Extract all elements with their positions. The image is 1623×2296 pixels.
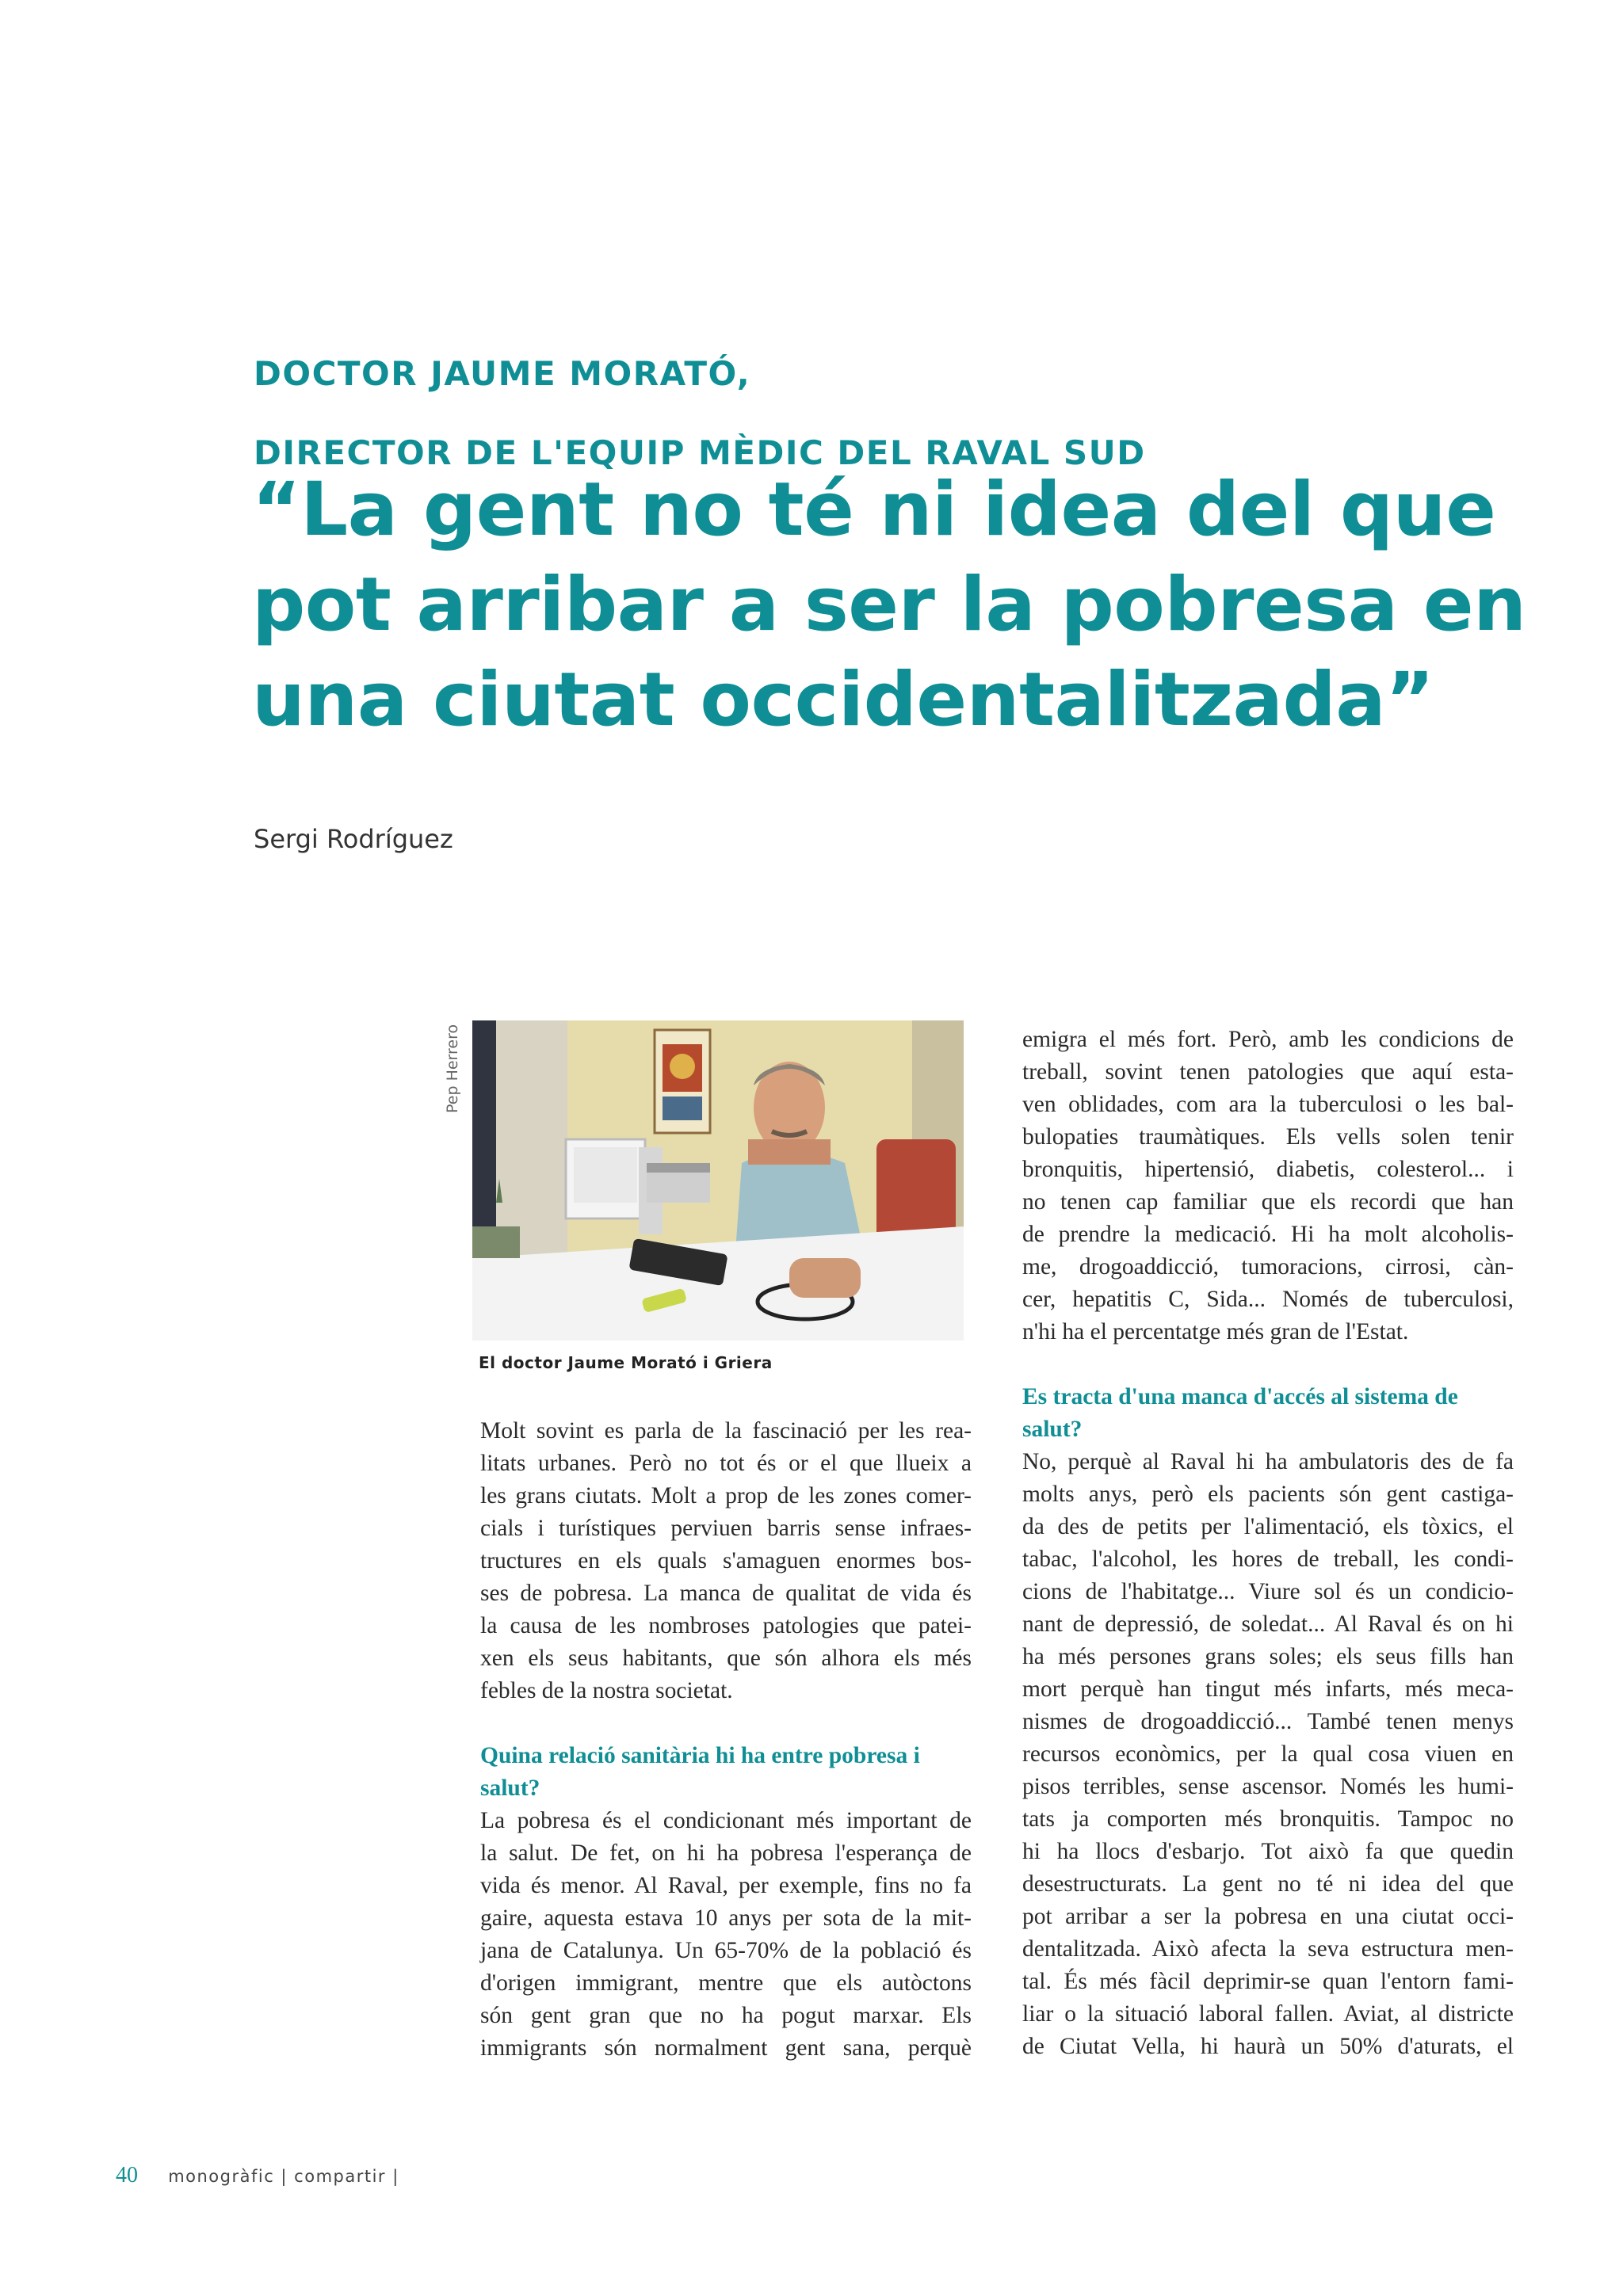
photo-caption: El doctor Jaume Morató i Griera [479, 1353, 773, 1372]
body-line: da des de petits per l'alimentació, els tòxics, el [1022, 1514, 1514, 1539]
byline: Sergi Rodríguez [254, 824, 453, 854]
body-line: desestructurats. La gent no té ni idea del que [1022, 1871, 1514, 1897]
body-line: de Ciutat Vella, hi haurà un 50% d'aturats, el [1022, 2034, 1514, 2059]
body-line: pisos terribles, sense ascensor. Només les humi- [1022, 1774, 1514, 1799]
body-line: cions de l'habitatge... Viure sol és un condicio- [1022, 1579, 1514, 1604]
photo-illustration [472, 1020, 964, 1341]
body-line: hi ha llocs d'esbarjo. Tot això fa que quedin [1022, 1839, 1514, 1864]
body-line: d'origen immigrant, mentre que els autòctons [480, 1970, 972, 1996]
page-number: 40 [116, 2163, 138, 2187]
body-line: ses de pobresa. La manca de qualitat de vida és [480, 1581, 972, 1606]
body-line: emigra el més fort. Però, amb les condicions de [1022, 1027, 1514, 1052]
body-line: cials i turístiques perviuen barris sense infraes- [480, 1516, 972, 1541]
kicker-line-1: DOCTOR JAUME MORATÓ, [254, 354, 751, 393]
article-headline [252, 463, 1526, 748]
body-line: La pobresa és el condicionant més important de [480, 1808, 972, 1833]
body-line: les grans ciutats. Molt a prop de les zones comer- [480, 1483, 972, 1508]
body-line: Molt sovint es parla de la fascinació per les rea- [480, 1418, 972, 1444]
interview-question: salut? [1022, 1417, 1083, 1442]
body-line: tal. És més fàcil deprimir-se quan l'entorn fami- [1022, 1969, 1514, 1994]
body-line: dentalitzada. Això afecta la seva estructura men- [1022, 1936, 1514, 1962]
body-line: cer, hepatitis C, Sida... Només de tuberculosi, [1022, 1287, 1514, 1312]
headline-line-3: una ciutat occidentalitzada” [252, 657, 1434, 743]
body-line: molts anys, però els pacients són gent castiga- [1022, 1482, 1514, 1507]
interview-question: Quina relació sanitària hi ha entre pobresa i [480, 1743, 920, 1768]
headline-line-2: pot arribar a ser la pobresa en [252, 562, 1526, 648]
article-column-right [1022, 1024, 1514, 2063]
body-line: bronquitis, hipertensió, diabetis, colesterol... i [1022, 1157, 1514, 1182]
body-line: mort perquè han tingut més infarts, més meca- [1022, 1676, 1514, 1702]
body-line: no tenen cap familiar que els recordi que han [1022, 1189, 1514, 1215]
body-line: pot arribar a ser la pobresa en una ciutat occi- [1022, 1904, 1514, 1929]
body-line: tats ja comporten més bronquitis. Tampoc no [1022, 1806, 1514, 1832]
body-line: nant de depressió, de soledat... Al Raval és on hi [1022, 1611, 1514, 1637]
body-line: la salut. De fet, on hi ha pobresa l'esperança de [480, 1840, 972, 1866]
page-footer [116, 2163, 399, 2188]
body-line: me, drogoaddicció, tumoracions, cirrosi, càn- [1022, 1254, 1514, 1280]
body-line: No, perquè al Raval hi ha ambulatoris des de fa [1022, 1449, 1514, 1474]
body-line: febles de la nostra societat. [480, 1678, 733, 1703]
body-line: n'hi ha el percentatge més gran de l'Estat. [1022, 1319, 1409, 1344]
body-line: tructures en els quals s'amaguen enormes bos- [480, 1548, 972, 1573]
interview-question: salut? [480, 1775, 540, 1801]
body-line: jana de Catalunya. Un 65-70% de la població és [480, 1938, 972, 1963]
body-line: liar o la situació laboral fallen. Aviat, al districte [1022, 2001, 1514, 2027]
article-column-left [480, 1415, 972, 2065]
body-line: litats urbanes. Però no tot és or el que llueix a [480, 1451, 972, 1476]
body-line: tabac, l'alcohol, les hores de treball, les condi- [1022, 1547, 1514, 1572]
body-line: són gent gran que no ha pogut marxar. Els [480, 2003, 972, 2028]
headline-line-1: “La gent no té ni idea del que [252, 467, 1496, 553]
kicker-line-2: DIRECTOR DE L'EQUIP MÈDIC DEL RAVAL SUD [254, 433, 1146, 472]
body-line: bulopaties traumàtiques. Els vells solen tenir [1022, 1124, 1514, 1150]
body-line: la causa de les nombroses patologies que pateі- [480, 1613, 972, 1638]
body-line: nismes de drogoaddicció... També tenen menys [1022, 1709, 1514, 1734]
body-line: ha més persones grans soles; els seus fills han [1022, 1644, 1514, 1669]
body-line: ven oblidades, com ara la tuberculosi o les bal- [1022, 1092, 1514, 1117]
body-line: recursos econòmics, per la qual cosa viuen en [1022, 1741, 1514, 1767]
body-line: treball, sovint tenen patologies que aquí esta- [1022, 1059, 1514, 1085]
interview-question: Es tracta d'una manca d'accés al sistema de [1022, 1384, 1458, 1409]
section-label: monogràfic | compartir | [168, 2167, 399, 2186]
body-line: vida és menor. Al Raval, per exemple, fins no fa [480, 1873, 972, 1898]
photo-credit: Pep Herrero [444, 1024, 461, 1113]
body-line: immigrants són normalment gent sana, perquè [480, 2035, 972, 2061]
body-line: gaire, aquesta estava 10 anys per sota de la mit- [480, 1905, 972, 1931]
body-line: xen els seus habitants, que són alhora els més [480, 1646, 972, 1671]
doctor-photo [472, 1020, 964, 1341]
body-line: de prendre la medicació. Hi ha molt alcoholis- [1022, 1222, 1514, 1247]
